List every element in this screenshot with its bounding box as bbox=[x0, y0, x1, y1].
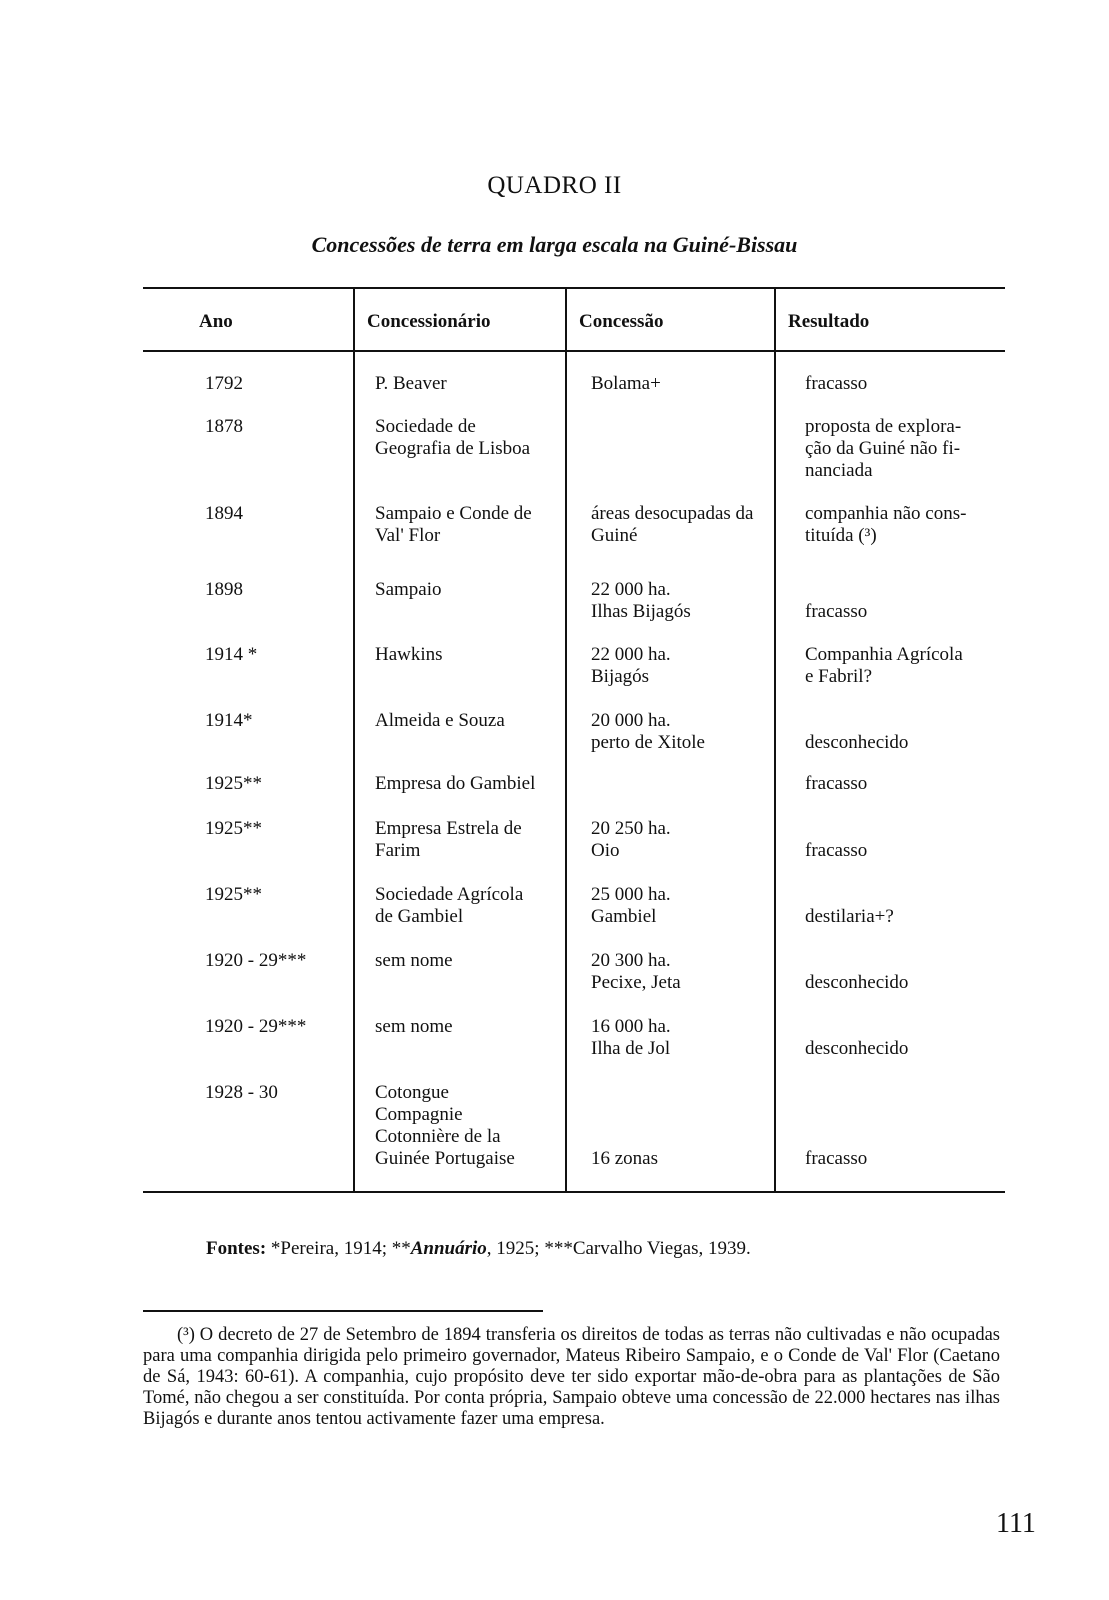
cell-line: destilaria+? bbox=[805, 906, 894, 927]
cell-line: Bijagós bbox=[591, 666, 650, 687]
cell-line: de Gambiel bbox=[375, 906, 464, 927]
cell-line: 20 300 ha. bbox=[591, 950, 671, 971]
cell-resultado bbox=[805, 1082, 1001, 1170]
cell-resultado bbox=[805, 416, 1001, 482]
page-title: QUADRO II bbox=[487, 172, 622, 199]
cell-line: desconhecido bbox=[805, 1038, 909, 1059]
table-caption: Concessões de terra em larga escala na Guiné-Bissau bbox=[311, 232, 798, 257]
cell-line: Sociedade de bbox=[375, 416, 476, 437]
cell-line: fracasso bbox=[805, 773, 868, 794]
cell-line: Ilha de Jol bbox=[591, 1038, 671, 1059]
cell-ano: 1878 bbox=[205, 416, 243, 437]
cell-ano: 1792 bbox=[205, 373, 243, 394]
cell-line: Pecixe, Jeta bbox=[591, 972, 681, 993]
cell-line: desconhecido bbox=[805, 732, 909, 753]
footnote-text: O decreto de 27 de Setembro de 1894 transferia os direitos de todas as terras não cultivadas e não ocupadas para uma companhia dirigida pelo primeiro governador, Mateus Ribeiro Sampaio, e o Conde de Val' Flor (Caetano de Sá, 1943: 60-61). A companhia, cujo propósito deve ter sido exportar mão-de-obra para as plantações de São Tomé, não chegou a ser constituída. Por conta própria, Sampaio obteve uma concessão de 22.000 hectares nas ilhas Bijagós e durante anos tentou activamente fazer uma empresa. bbox=[143, 1325, 1001, 1429]
cell-resultado bbox=[805, 950, 1001, 994]
cell-concessao bbox=[591, 1016, 791, 1060]
cell-resultado bbox=[805, 373, 1001, 395]
cell-resultado bbox=[805, 773, 1001, 795]
cell-line: sem nome bbox=[375, 1016, 453, 1037]
cell-ano: 1925** bbox=[205, 818, 262, 839]
cell-line: Guiné bbox=[591, 525, 638, 546]
cell-concessao bbox=[591, 950, 791, 994]
cell-line bbox=[591, 1126, 791, 1148]
table-sources bbox=[206, 1238, 751, 1260]
cell-ano: 1928 - 30 bbox=[205, 1082, 278, 1103]
cell-line: Cotongue bbox=[375, 1082, 449, 1103]
cell-ano: 1894 bbox=[205, 503, 243, 524]
cell-line: Empresa Estrela de bbox=[375, 818, 522, 839]
cell-line bbox=[805, 1104, 1001, 1126]
cell-line: desconhecido bbox=[805, 972, 909, 993]
cell-concessionario bbox=[375, 1016, 575, 1038]
cell-ano: 1920 - 29*** bbox=[205, 950, 307, 971]
cell-line: áreas desocupadas da bbox=[591, 503, 754, 524]
cell-line: Val' Flor bbox=[375, 525, 441, 546]
column-divider bbox=[353, 287, 355, 1193]
cell-line: ção da Guiné não fi- bbox=[805, 438, 961, 459]
cell-concessao bbox=[591, 1082, 791, 1170]
cell-line: e Fabril? bbox=[805, 666, 873, 687]
cell-line: 22 000 ha. bbox=[591, 644, 671, 665]
cell-resultado bbox=[805, 579, 1001, 623]
page-number: 111 bbox=[996, 1508, 1036, 1539]
cell-line bbox=[591, 1082, 791, 1104]
cell-line: Geografia de Lisboa bbox=[375, 438, 531, 459]
cell-line: Hawkins bbox=[375, 644, 443, 665]
cell-line bbox=[805, 1126, 1001, 1148]
cell-line bbox=[805, 884, 1001, 906]
cell-ano: 1925** bbox=[205, 884, 262, 905]
cell-ano: 1920 - 29*** bbox=[205, 1016, 307, 1037]
cell-line: Oio bbox=[591, 840, 620, 861]
cell-line: nanciada bbox=[805, 460, 873, 481]
cell-line bbox=[805, 1082, 1001, 1104]
header-concessionario: Concessionário bbox=[367, 311, 491, 332]
cell-line: sem nome bbox=[375, 950, 453, 971]
cell-line bbox=[805, 950, 1001, 972]
cell-concessao bbox=[591, 373, 791, 395]
cell-line: Compagnie bbox=[375, 1104, 463, 1125]
cell-line: Gambiel bbox=[591, 906, 657, 927]
cell-line: 20 000 ha. bbox=[591, 710, 671, 731]
cell-line: Cotonnière de la bbox=[375, 1126, 501, 1147]
cell-resultado bbox=[805, 644, 1001, 688]
cell-line: 16 000 ha. bbox=[591, 1016, 671, 1037]
cell-concessao bbox=[591, 579, 791, 623]
header-concessao: Concessão bbox=[579, 311, 664, 332]
source-pereira: *Pereira, 1914; bbox=[270, 1238, 387, 1259]
cell-line: fracasso bbox=[805, 1148, 868, 1169]
cell-line: 20 250 ha. bbox=[591, 818, 671, 839]
cell-concessao bbox=[591, 503, 791, 547]
cell-concessionario bbox=[375, 950, 575, 972]
sources-label: Fontes: bbox=[206, 1238, 267, 1259]
cell-line: Bolama+ bbox=[591, 373, 661, 394]
cell-resultado bbox=[805, 1016, 1001, 1060]
cell-line: Companhia Agrícola bbox=[805, 644, 963, 665]
header-resultado: Resultado bbox=[788, 311, 870, 332]
footnote-marker: (³) bbox=[177, 1325, 195, 1345]
cell-line: Empresa do Gambiel bbox=[375, 773, 536, 794]
cell-resultado bbox=[805, 710, 1001, 754]
cell-concessao bbox=[591, 710, 791, 754]
cell-line: Almeida e Souza bbox=[375, 710, 505, 731]
cell-line: P. Beaver bbox=[375, 373, 447, 394]
cell-line: companhia não cons- bbox=[805, 503, 967, 524]
cell-resultado bbox=[805, 818, 1001, 862]
cell-concessionario bbox=[375, 579, 575, 601]
cell-concessionario bbox=[375, 644, 575, 666]
cell-line bbox=[805, 1016, 1001, 1038]
cell-concessionario bbox=[375, 710, 575, 732]
table-top-rule bbox=[143, 287, 1005, 289]
cell-line: Guinée Portugaise bbox=[375, 1148, 515, 1169]
concessions-table bbox=[143, 287, 1005, 1217]
cell-concessionario bbox=[375, 373, 575, 395]
cell-concessao bbox=[591, 644, 791, 688]
cell-line: proposta de explora- bbox=[805, 416, 962, 437]
cell-line: tituída (³) bbox=[805, 525, 877, 546]
cell-line: fracasso bbox=[805, 840, 868, 861]
cell-line: 22 000 ha. bbox=[591, 579, 671, 600]
cell-concessionario bbox=[375, 1082, 575, 1170]
cell-line: fracasso bbox=[805, 601, 868, 622]
cell-line bbox=[805, 818, 1001, 840]
cell-concessionario bbox=[375, 818, 575, 862]
cell-line: Sampaio e Conde de bbox=[375, 503, 532, 524]
cell-line bbox=[805, 579, 1001, 601]
source-annuario: **Annuário, 1925; bbox=[391, 1238, 540, 1259]
cell-ano: 1914* bbox=[205, 710, 253, 731]
cell-line: 25 000 ha. bbox=[591, 884, 671, 905]
cell-ano: 1914 * bbox=[205, 644, 258, 665]
footnote bbox=[143, 1325, 1000, 1430]
cell-line bbox=[591, 1104, 791, 1126]
source-carvalho-viegas: ***Carvalho Viegas, 1939. bbox=[544, 1238, 751, 1259]
cell-concessionario bbox=[375, 503, 575, 547]
cell-concessionario bbox=[375, 884, 575, 928]
cell-ano: 1925** bbox=[205, 773, 262, 794]
cell-ano: 1898 bbox=[205, 579, 243, 600]
cell-concessao bbox=[591, 818, 791, 862]
table-bottom-rule bbox=[143, 1191, 1005, 1193]
footnote-rule bbox=[143, 1310, 543, 1312]
header-rule bbox=[143, 350, 1005, 352]
cell-line: 16 zonas bbox=[591, 1148, 659, 1169]
cell-line bbox=[805, 710, 1001, 732]
cell-resultado bbox=[805, 884, 1001, 928]
cell-line: Ilhas Bijagós bbox=[591, 601, 691, 622]
cell-resultado bbox=[805, 503, 1001, 547]
cell-concessao bbox=[591, 884, 791, 928]
header-ano: Ano bbox=[199, 311, 233, 332]
cell-line: Sociedade Agrícola bbox=[375, 884, 524, 905]
cell-line: perto de Xitole bbox=[591, 732, 705, 753]
cell-concessionario bbox=[375, 416, 575, 460]
cell-line: Sampaio bbox=[375, 579, 442, 600]
cell-line: fracasso bbox=[805, 373, 868, 394]
cell-line: Farim bbox=[375, 840, 421, 861]
cell-concessionario bbox=[375, 773, 575, 795]
